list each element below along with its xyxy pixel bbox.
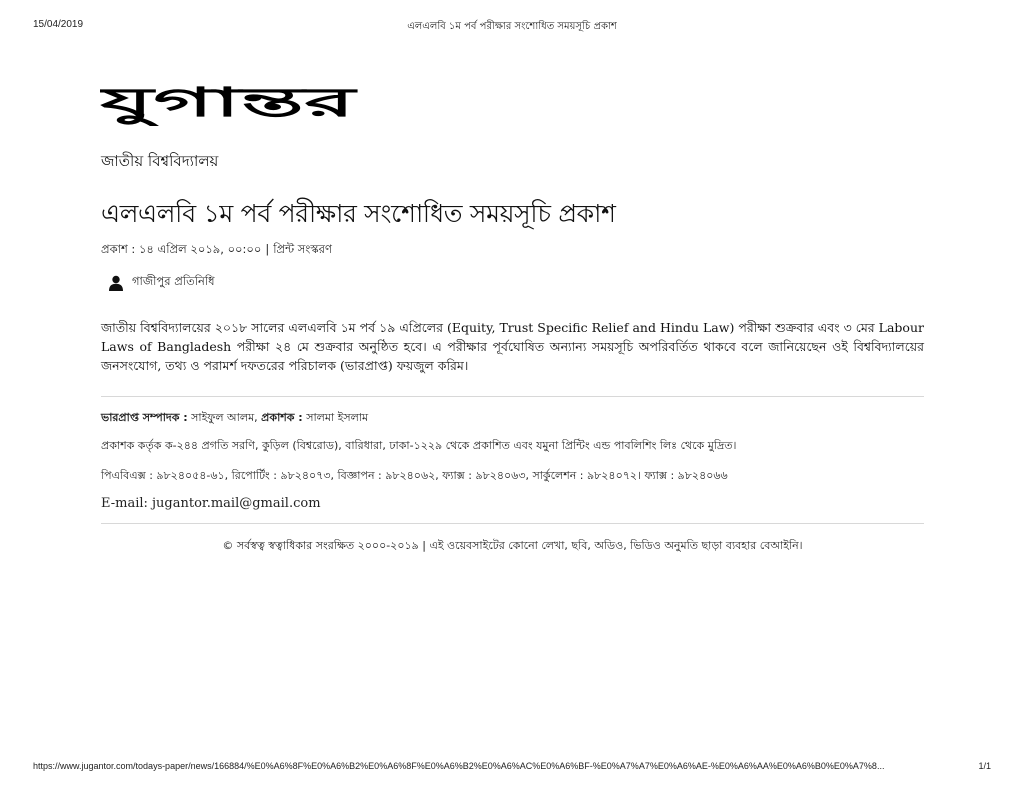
meta-separator: |	[265, 242, 270, 256]
footer-editor-line	[101, 409, 368, 428]
publisher-label: প্রকাশক :	[261, 411, 303, 424]
print-header-date: 15/04/2019	[33, 19, 84, 30]
article-body: জাতীয় বিশ্ববিদ্যালয়ের ২০১৮ সালের এলএলবি ১ম পর্ব ১৯ এপ্রিলের (Equity, Trust Specific Relief and Hindu Law) পরীক্ষা শুক্রবার এবং ৩ মের Labour Laws of Bangladesh পরীক্ষা ২৪ মে শুক্রবার অনুষ্ঠিত হবে। এ পরীক্ষার পূর্বঘোষিত অন্যান্য সময়সূচি অপরিবর্তিত থাকবে বলে জানিয়েছেন ওই বিশ্ববিদ্যালয়ের জনসংযোগ, তথ্য ও পরামর্শ দফতরের পরিচালক (ভারপ্রাপ্ত) ফয়জুল করিম।	[101, 320, 924, 373]
print-header-title: এলএলবি ১ম পর্ব পরীক্ষার সংশোধিত সময়সূচি প্রকাশ	[407, 21, 617, 32]
footer-email[interactable]: E-mail: jugantor.mail@gmail.com	[101, 496, 321, 511]
editor-label: ভারপ্রাপ্ত সম্পাদক :	[101, 411, 188, 424]
print-edition-label: প্রিন্ট সংস্করণ	[273, 242, 332, 256]
article-meta	[101, 241, 332, 260]
user-icon	[108, 275, 124, 291]
publish-date: প্রকাশ : ১৪ এপ্রিল ২০১৯, ০০:০০	[101, 242, 262, 256]
footer-phones: পিএবিএক্স : ৯৮২৪০৫৪-৬১, রিপোর্টিং : ৯৮২৪০৭৩, বিজ্ঞাপন : ৯৮২৪০৬২, ফ্যাক্স : ৯৮২৪০৬৩, সার্কুলেশন : ৯৮২৪০৭২। ফ্যাক্স : ৯৮২৪০৬৬	[101, 469, 728, 482]
print-page-number: 1/1	[978, 761, 991, 771]
print-footer-url: https://www.jugantor.com/todays-paper/news/166884/%E0%A6%8F%E0%A6%B2%E0%A6%8F%E0%A6%B2%E0%A6%AC%E0%A6%BF-%E0%A7%A7%E0%A6%AE-%E0%A6%AA%E0%A6%B0%E0%A7%8...	[33, 761, 885, 771]
article-author	[108, 273, 215, 292]
logo-wordmark	[100, 80, 360, 126]
article-category[interactable]: জাতীয় বিশ্ববিদ্যালয়	[101, 152, 219, 170]
author-name: গাজীপুর প্রতিনিধি	[132, 274, 215, 288]
jugantor-logo[interactable]	[100, 80, 360, 126]
logo-text: যুগান্তর	[100, 80, 211, 126]
copyright-notice: © সর্বস্বত্ব স্বত্বাধিকার সংরক্ষিত ২০০০-২০১৯ | এই ওয়েবসাইটের কোনো লেখা, ছবি, অডিও, ভিডিও অনুমতি ছাড়া ব্যবহার বেআইনি।	[222, 539, 803, 552]
editor-name: সাইফুল আলম,	[191, 411, 258, 424]
footer-address: প্রকাশক কর্তৃক ক-২৪৪ প্রগতি সরণি, কুড়িল (বিশ্বরোড), বারিধারা, ঢাকা-১২২৯ থেকে প্রকাশিত এবং যমুনা প্রিন্টিং এন্ড পাবলিশিং লিঃ থেকে মুদ্রিত।	[101, 439, 737, 452]
copyright-divider	[101, 523, 924, 524]
article-headline: এলএলবি ১ম পর্ব পরীক্ষার সংশোধিত সময়সূচি প্রকাশ	[101, 199, 616, 228]
footer-divider	[101, 396, 924, 397]
publisher-name: সালমা ইসলাম	[306, 411, 369, 424]
